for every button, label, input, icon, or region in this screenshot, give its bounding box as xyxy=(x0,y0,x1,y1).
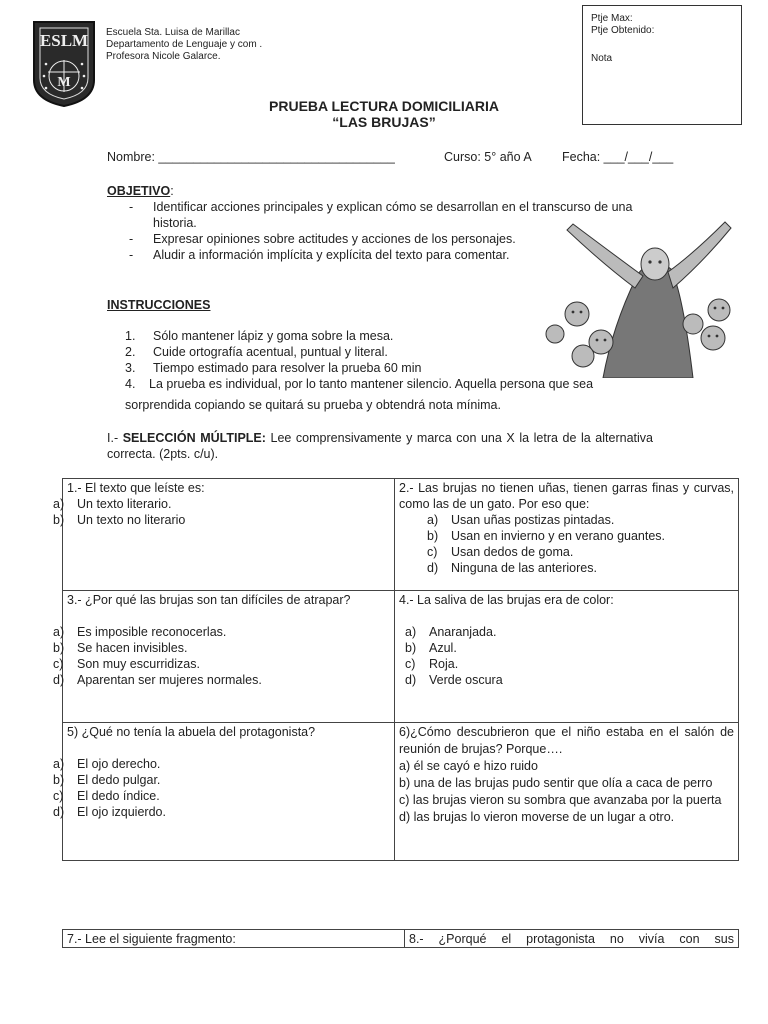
question-2 xyxy=(395,479,739,591)
question-prompt: 8.- ¿Porqué el protagonista no vivía con sus xyxy=(409,932,734,946)
option[interactable]: a) Anaranjada. xyxy=(405,625,497,639)
option[interactable]: d) Aparentan ser mujeres normales. xyxy=(53,673,262,687)
instruction-number: 4. xyxy=(125,377,136,391)
instruction-number: 3. xyxy=(125,361,136,375)
section-1-label: SELECCIÓN MÚLTIPLE: xyxy=(122,431,266,445)
option[interactable]: d) Ninguna de las anteriores. xyxy=(427,561,597,575)
question-prompt: 4.- La saliva de las brujas era de color: xyxy=(399,593,614,607)
section-1-text: Lee comprensivamente y marca con una X la letra de la alternativa correcta. (2pts. c/u). xyxy=(107,431,653,461)
instructions-section xyxy=(107,297,667,413)
school-logo xyxy=(32,20,96,108)
option[interactable]: b) Azul. xyxy=(405,641,457,655)
date-field[interactable]: Fecha: ___/___/___ xyxy=(562,150,674,164)
instruction-text: Tiempo estimado para resolver la prueba 60 min xyxy=(153,361,422,375)
option[interactable]: a) El ojo derecho. xyxy=(53,757,161,771)
question-7 xyxy=(63,930,405,948)
option[interactable]: c) Son muy escurridizas. xyxy=(53,657,200,671)
objective-heading: OBJETIVO xyxy=(107,184,171,198)
department: Departamento de Lenguaje y com . xyxy=(106,39,263,50)
instruction-item xyxy=(125,328,667,344)
objective-item: - Aludir a información implícita y explícita del texto para comentar. xyxy=(129,247,659,263)
question-prompt: 1.- El texto que leíste es: xyxy=(67,481,205,495)
logo-monogram: M xyxy=(57,75,71,90)
grade-label: Nota xyxy=(591,53,613,64)
question-4 xyxy=(395,591,739,723)
instruction-number: 2. xyxy=(125,345,136,359)
question-prompt: 7.- Lee el siguiente fragmento: xyxy=(67,932,236,946)
course-label: Curso: 5° año A xyxy=(444,150,532,164)
option[interactable]: b) Usan en invierno y en verano guantes. xyxy=(427,529,666,543)
option[interactable]: c) Roja. xyxy=(405,657,459,671)
title-line-1: PRUEBA LECTURA DOMICILIARIA xyxy=(269,98,499,114)
logo-letters: ESLM xyxy=(39,31,89,50)
option[interactable]: c) las brujas vieron su sombra que avanzaba por la puerta xyxy=(399,793,722,807)
instruction-text: Cuide ortografía acentual, puntual y literal. xyxy=(153,345,388,359)
school-name: Escuela Sta. Luisa de Marillac xyxy=(106,27,240,38)
question-3 xyxy=(53,591,395,723)
question-1 xyxy=(53,479,395,591)
option[interactable]: a) Es imposible reconocerlas. xyxy=(53,625,227,639)
question-prompt: 6)¿Cómo descubrieron que el niño estaba en el salón de reunión de brujas? Porque…. xyxy=(399,725,734,756)
questions-table-2 xyxy=(62,929,739,948)
score-max-label: Ptje Max: xyxy=(591,13,633,24)
option[interactable]: b) una de las brujas pudo sentir que olía a caca de perro xyxy=(399,776,713,790)
instruction-continuation: sorprendida copiando se quitará su prueba y obtendrá nota mínima. xyxy=(125,398,501,412)
teacher: Profesora Nicole Galarce. xyxy=(106,51,221,62)
option[interactable]: d) Verde oscura xyxy=(405,673,503,687)
school-header xyxy=(106,27,262,63)
option[interactable]: b) Un texto no literario xyxy=(53,513,186,527)
section-1-prefix: I.- xyxy=(107,431,123,445)
questions-table xyxy=(53,478,739,861)
question-6 xyxy=(395,723,739,861)
instruction-number: 1. xyxy=(125,329,136,343)
objective-colon: : xyxy=(170,184,174,198)
question-prompt: 2.- Las brujas no tienen uñas, tienen garras finas y curvas, como las de un gato. Por eso que: xyxy=(399,481,734,511)
instructions-heading: INSTRUCCIONES xyxy=(107,298,211,312)
score-obtained-label: Ptje Obtenido: xyxy=(591,25,655,36)
option[interactable]: a) él se cayó e hizo ruido xyxy=(399,759,538,773)
option[interactable]: a) Un texto literario. xyxy=(53,497,172,511)
question-5 xyxy=(53,723,395,861)
option[interactable]: d) El ojo izquierdo. xyxy=(53,805,166,819)
section-1-intro xyxy=(107,430,653,462)
instruction-text: La prueba es individual, por lo tanto mantener silencio. Aquella persona que sea xyxy=(149,377,594,391)
instruction-item xyxy=(125,344,667,360)
page-title xyxy=(0,98,768,130)
name-field[interactable]: Nombre: __________________________________ xyxy=(107,150,395,164)
question-prompt: 3.- ¿Por qué las brujas son tan difíciles de atrapar? xyxy=(67,593,351,607)
option[interactable]: b) El dedo pulgar. xyxy=(53,773,161,787)
option[interactable]: c) El dedo índice. xyxy=(53,789,160,803)
instruction-item xyxy=(125,360,667,376)
instruction-item xyxy=(125,376,667,392)
question-prompt: 5) ¿Qué no tenía la abuela del protagonista? xyxy=(67,725,316,739)
objective-item: - Identificar acciones principales y explican cómo se desarrollan en el transcurso de una historia. xyxy=(129,199,659,231)
title-line-2: “LAS BRUJAS” xyxy=(332,114,436,130)
option[interactable]: d) las brujas lo vieron moverse de un lugar a otro. xyxy=(399,810,675,824)
objective-item: - Expresar opiniones sobre actitudes y acciones de los personajes. xyxy=(129,231,659,247)
instruction-text: Sólo mantener lápiz y goma sobre la mesa. xyxy=(153,329,394,343)
option[interactable]: a) Usan uñas postizas pintadas. xyxy=(427,513,615,527)
option[interactable]: c) Usan dedos de goma. xyxy=(427,545,574,559)
option[interactable]: b) Se hacen invisibles. xyxy=(53,641,188,655)
question-8 xyxy=(405,930,739,948)
